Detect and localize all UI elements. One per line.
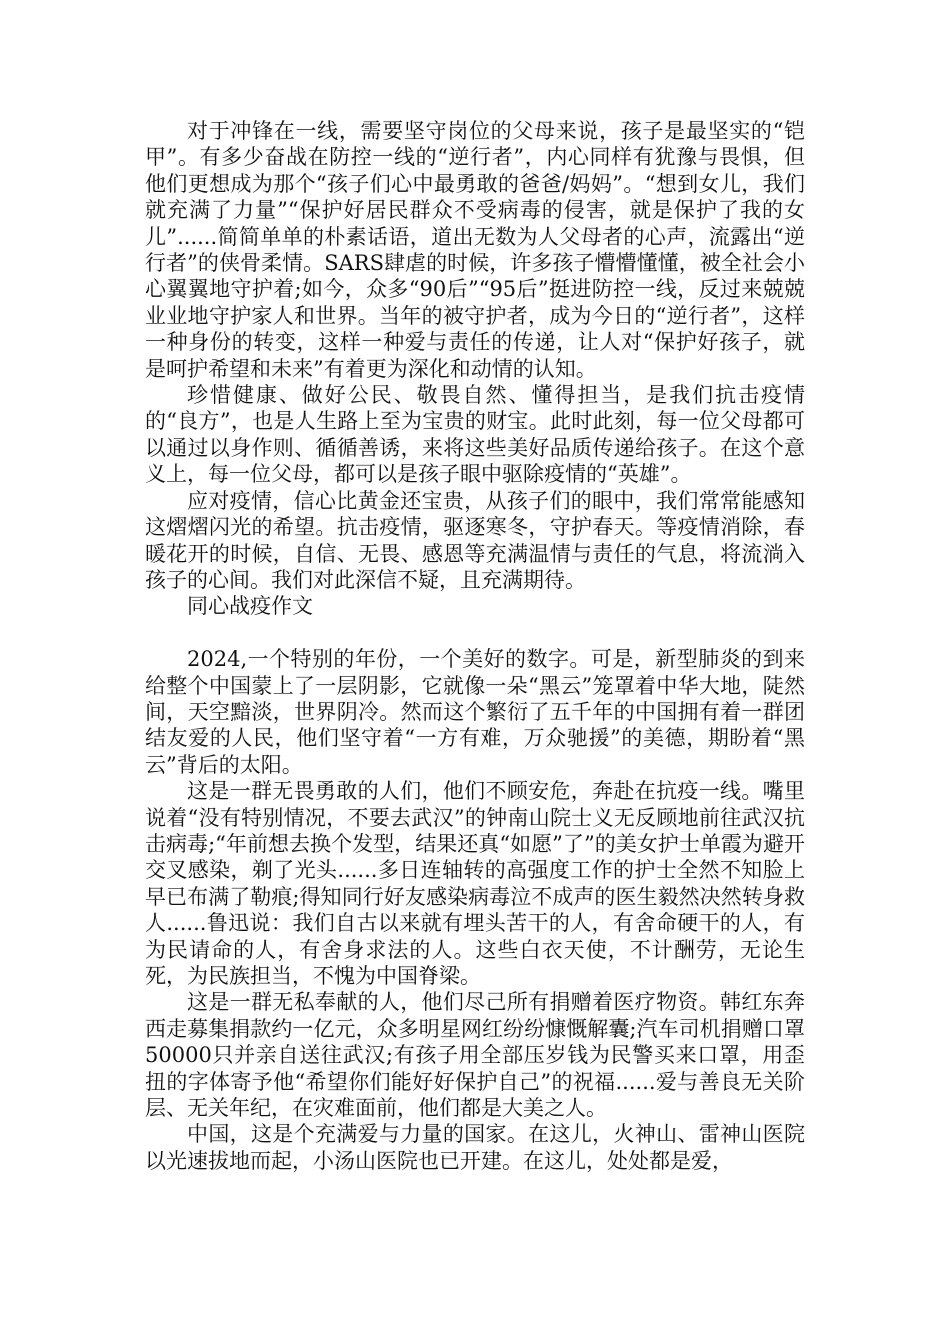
paragraph-1: 对于冲锋在一线，需要坚守岗位的父母来说，孩子是最坚实的“铠甲”。有多少奋战在防控一线的“逆行者”，内心同样有犹豫与畏惧，但他们更想成为那个“孩子们心中最勇敢的爸爸/妈妈”。“想到女儿，我们就充满了力量”“保护好居民群众不受病毒的侵害，就是保护了我的女儿”......简简单单的朴素话语，道出无数为人父母者的心声，流露出“逆行者”的侠骨柔情。SARS肆虐的时候，许多孩子懵懵懂懂，被全社会小心翼翼地守护着;如今，众多“90后”“95后”挺进防控一线，反过来兢兢业业地守护家人和世界。当年的被守护者，成为今日的“逆行者”，这样一种身份的转变，这样一种爱与责任的传递，让人对“保护好孩子，就是呵护希望和未来”有着更为深化和动情的认知。 xyxy=(145,119,805,381)
blank-line xyxy=(145,620,805,646)
paragraph-6: 这是一群无私奉献的人，他们尽己所有捐赠着医疗物资。韩红东奔西走募集捐款约一亿元，众多明星网红纷纷慷慨解囊;汽车司机捐赠口罩50000只并亲自送往武汉;有孩子用全部压岁钱为民警买来口罩，用歪扭的字体寄予他“希望你们能好好保护自己”的祝福......爱与善良无关阶层、无关年纪，在灾难面前，他们都是大美之人。 xyxy=(145,990,805,1121)
paragraph-3: 应对疫情，信心比黄金还宝贵，从孩子们的眼中，我们常常能感知这熠熠闪光的希望。抗击疫情，驱逐寒冬，守护春天。等疫情消除，春暖花开的时候，自信、无畏、感恩等充满温情与责任的气息，将流淌入孩子的心间。我们对此深信不疑，且充满期待。 xyxy=(145,488,805,592)
document-page xyxy=(145,118,805,1174)
paragraph-5: 这是一群无畏勇敢的人们，他们不顾安危，奔赴在抗疫一线。嘴里说着“没有特别情况，不要去武汉”的钟南山院士义无反顾地前往武汉抗击病毒;“年前想去换个发型，结果还真“如愿”了”的美女护士单霞为避开交叉感染，剃了光头......多日连轴转的高强度工作的护士全然不知脸上早已布满了勒痕;得知同行好友感染病毒泣不成声的医生毅然决然转身救人......鲁迅说：我们自古以来就有埋头苦干的人，有舍命硬干的人，有为民请命的人，有舍身求法的人。这些白衣天使，不计酬劳，无论生死，为民族担当，不愧为中国脊梁。 xyxy=(145,779,805,988)
paragraph-4: 2024,一个特别的年份，一个美好的数字。可是，新型肺炎的到来给整个中国蒙上了一层阴影，它就像一朵“黑云”笼罩着中华大地，陡然间，天空黯淡，世界阴冷。然而这个繁衍了五千年的中国拥有着一群团结友爱的人民，他们坚守着“一方有难，万众驰援”的美德，期盼着“黑云”背后的太阳。 xyxy=(145,647,805,777)
paragraph-7: 中国，这是个充满爱与力量的国家。在这儿，火神山、雷神山医院以光速拔地而起，小汤山医院也已开建。在这儿，处处都是爱， xyxy=(145,1122,805,1173)
paragraph-2: 珍惜健康、做好公民、敬畏自然、懂得担当，是我们抗击疫情的“良方”，也是人生路上至为宝贵的财宝。此时此刻，每一位父母都可以通过以身作则、循循善诱，来将这些美好品质传递给孩子。在这个意义上，每一位父母，都可以是孩子眼中驱除疫情的“英雄”。 xyxy=(145,383,805,487)
essay-heading: 同心战疫作文 xyxy=(187,594,313,619)
